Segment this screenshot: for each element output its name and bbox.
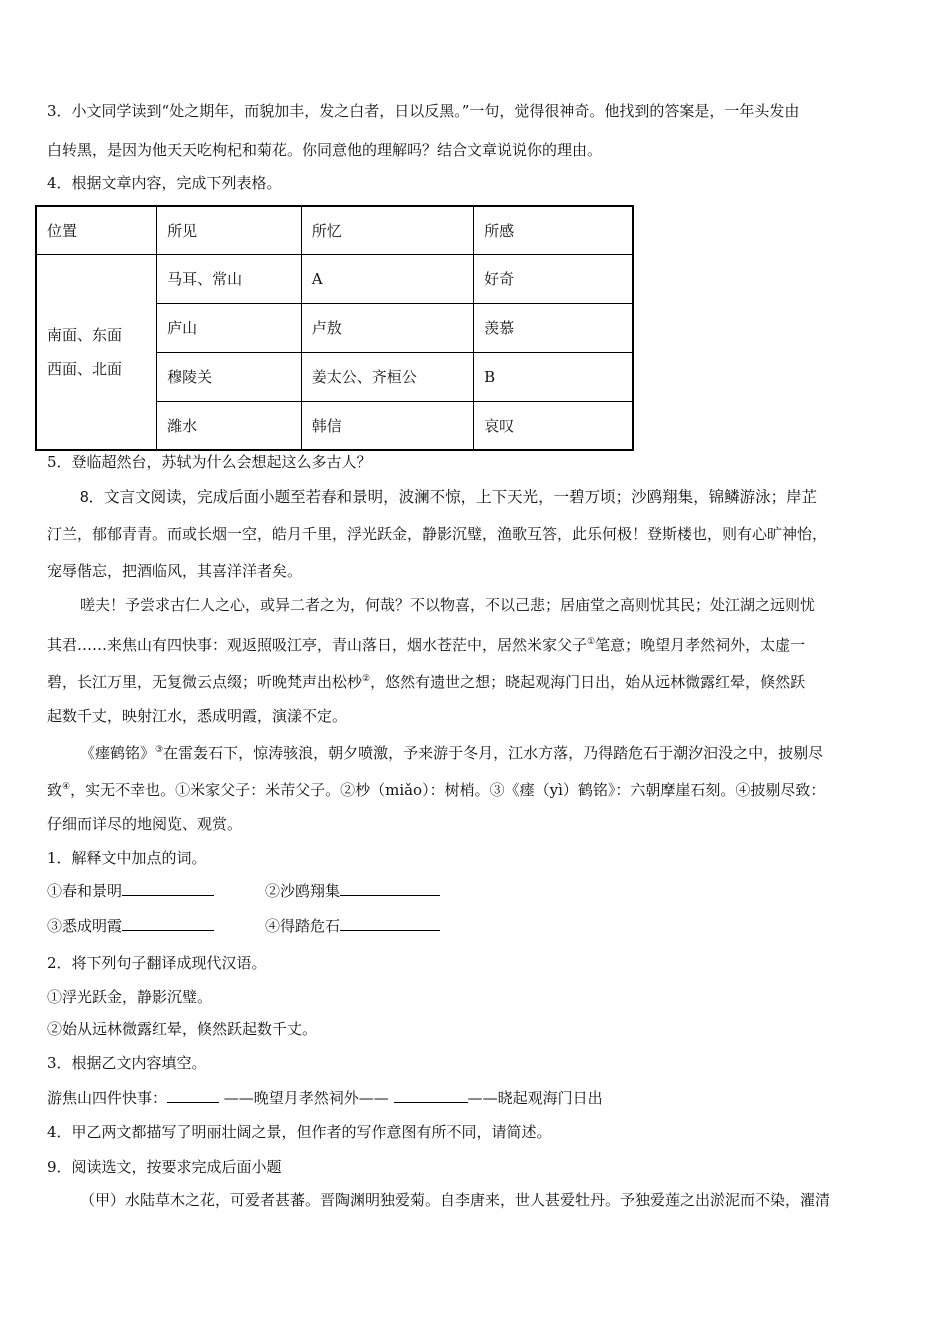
s8-para3-line1: 《瘗鹤铭》③在雷轰石下，惊涛骇浪，朝夕喷激，予来游于冬月，江水方落，乃得踏危石于潮汐汩没之中，披剔尽	[80, 744, 824, 762]
s8-sub3-fill: 游焦山四件快事： ——晚望月孝然祠外—— ——晓起观海门日出	[47, 1089, 603, 1107]
q3-line2: 白转黑，是因为他天天吃枸杞和菊花。你同意他的理解吗？结合文章说说你的理由。	[47, 141, 603, 159]
s8-para1-line3: 宠辱偕忘，把酒临风，其喜洋洋者矣。	[47, 562, 303, 580]
table-cell: B	[474, 352, 633, 401]
table-cell: 卢敖	[301, 303, 473, 352]
s8-para2-line1: 嗟夫！予尝求古仁人之心，或异二者之为，何哉？不以物喜，不以己悲；居庙堂之高则忧其民；处江湖之远则忧	[80, 596, 816, 614]
table-cell: 哀叹	[474, 401, 633, 450]
answer-table	[35, 205, 634, 451]
table-header: 所见	[157, 206, 302, 254]
table-cell: 羡慕	[474, 303, 633, 352]
table-cell: 好奇	[474, 254, 633, 303]
s8-sub1-row2b: ④得踏危石	[265, 916, 440, 936]
table-cell: 穆陵关	[157, 352, 302, 401]
table-cell: A	[301, 254, 473, 303]
s8-sub1-row1: ①春和景明	[47, 881, 214, 901]
position-line1: 南面、东面	[47, 325, 123, 344]
s8-sub4: 4．甲乙两文都描写了明丽壮阔之景，但作者的写作意图有所不同，请简述。	[47, 1123, 552, 1141]
s8-para1-line1: 8．文言文阅读，完成后面小题至若春和景明，波澜不惊，上下天光，一碧万顷；沙鸥翔集，锦鳞游泳；岸芷	[80, 488, 818, 506]
table-cell: 潍水	[157, 401, 302, 450]
answer-blank[interactable]	[394, 1088, 468, 1103]
q5-prompt: 5．登临超然台，苏轼为什么会想起这么多古人？	[47, 453, 372, 471]
q4-prompt: 4．根据文章内容，完成下列表格。	[47, 174, 282, 192]
position-line2: 西面、北面	[47, 359, 123, 378]
s8-para1-line2: 汀兰，郁郁青青。而或长烟一空，皓月千里，浮光跃金，静影沉璧，渔歌互答，此乐何极！登斯楼也，则有心旷神怡，	[47, 525, 828, 543]
s8-para2-line3: 碧，长江万里，无复微云点缀；听晚梵声出松杪②，悠然有遗世之想；晓起观海门日出，始从远林微露红晕，倏然跃	[47, 673, 806, 691]
s8-para2-line2: 其君……来焦山有四快事：观返照吸江亭，青山落日，烟水苍茫中，居然米家父子①笔意；晚望月孝然祠外，太虚一	[47, 636, 806, 654]
table-header: 位置	[36, 206, 157, 254]
answer-blank[interactable]	[340, 916, 440, 931]
table-cell: 庐山	[157, 303, 302, 352]
table-cell: 韩信	[301, 401, 473, 450]
table-header: 所感	[474, 206, 633, 254]
s8-sub2: 2．将下列句子翻译成现代汉语。	[47, 954, 267, 972]
s8-sub1: 1．解释文中加点的词。	[47, 849, 207, 867]
s8-sub2-b: ②始从远林微露红晕，倏然跃起数千丈。	[47, 1020, 318, 1038]
s8-sub2-a: ①浮光跃金，静影沉璧。	[47, 988, 213, 1006]
table-position-cell	[36, 254, 157, 450]
table-cell: 马耳、常山	[157, 254, 302, 303]
s8-intro: 8．文言文阅读，完成后面小题	[80, 489, 291, 506]
answer-blank[interactable]	[122, 881, 214, 896]
s8-sub1-row2: ③悉成明霞	[47, 916, 214, 936]
s8-para3-line3: 仔细而详尽的地阅览、观赏。	[47, 815, 243, 833]
s8-sub3: 3．根据乙文内容填空。	[47, 1054, 207, 1072]
s9-para1: （甲）水陆草木之花，可爱者甚蕃。晋陶渊明独爱菊。自李唐来，世人甚爱牡丹。予独爱莲之出淤泥而不染，濯清	[80, 1191, 831, 1209]
s8-sub1-row1b: ②沙鸥翔集	[265, 881, 440, 901]
answer-blank[interactable]	[340, 881, 440, 896]
s9-intro: 9．阅读选文，按要求完成后面小题	[47, 1158, 282, 1176]
table-cell: 姜太公、齐桓公	[301, 352, 473, 401]
s8-para3-line2: 致④，实无不幸也。①米家父子：米芾父子。②杪（miǎo）：树梢。③《瘗（yì）鹤铭》：六朝摩崖石刻。④披剔尽致：	[47, 781, 826, 799]
answer-blank[interactable]	[167, 1088, 219, 1103]
s8-para2-line4: 起数千丈，映射江水，悉成明霞，演漾不定。	[47, 707, 348, 725]
q3-line1: 3．小文同学读到“处之期年，而貌加丰，发之白者，日以反黑。”一句，觉得很神奇。他找到的答案是，一年头发由	[47, 102, 800, 120]
table-header: 所忆	[301, 206, 473, 254]
answer-blank[interactable]	[122, 916, 214, 931]
